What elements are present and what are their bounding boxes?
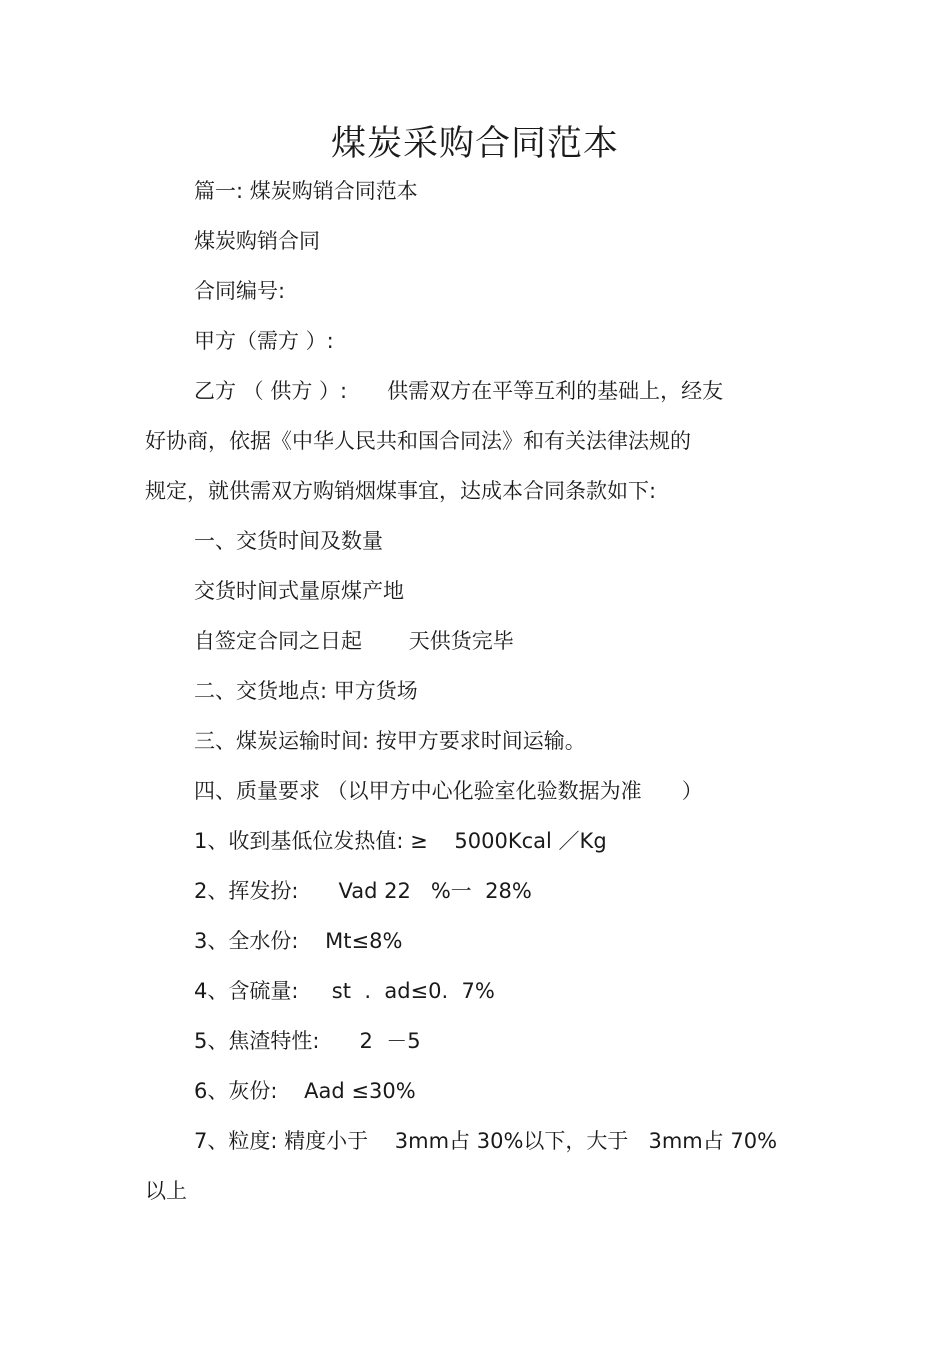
- paragraph-line: 规定，就供需双方购销烟煤事宜，达成本合同条款如下:: [145, 479, 657, 503]
- quality-item: 4、含硫量: st . ad≤0. 7%: [194, 979, 495, 1003]
- contract-number-label: 合同编号:: [194, 279, 286, 303]
- quality-item: 3、全水份: Mt≤8%: [194, 929, 403, 953]
- clause-text: 自签定合同之日起 天供货完毕: [194, 629, 514, 653]
- clause-heading-delivery: 一、交货时间及数量: [194, 529, 383, 553]
- clause-heading-transport: 三、煤炭运输时间: 按甲方要求时间运输。: [194, 729, 586, 753]
- party-a-label: 甲方（需方 ）:: [194, 329, 334, 353]
- clause-heading-quality: 四、质量要求 （以甲方中心化验室化验数据为准 ）: [194, 779, 703, 803]
- quality-item: 7、粒度: 精度小于 3mm占 30%以下，大于 3mm占 70%: [194, 1129, 778, 1153]
- contract-name: 煤炭购销合同: [194, 229, 320, 253]
- quality-item: 5、焦渣特性: 2 －5: [194, 1029, 421, 1053]
- document-title: 煤炭采购合同范本: [330, 124, 619, 164]
- clause-heading-location: 二、交货地点: 甲方货场: [194, 679, 418, 703]
- clause-text: 交货时间式量原煤产地: [194, 579, 404, 603]
- party-b-paragraph-line: 乙方 （ 供方 ）: 供需双方在平等互利的基础上，经友: [194, 379, 724, 403]
- quality-item-continuation: 以上: [145, 1179, 187, 1203]
- quality-item: 1、收到基低位发热值: ≥ 5000Kcal ／Kg: [194, 829, 607, 853]
- section-heading: 篇一: 煤炭购销合同范本: [194, 179, 418, 203]
- paragraph-line: 好协商，依据《中华人民共和国合同法》和有关法律法规的: [145, 429, 691, 453]
- quality-item: 6、灰份: Aad ≤30%: [194, 1079, 416, 1103]
- quality-item: 2、挥发扮: Vad 22 %一 28%: [194, 879, 532, 903]
